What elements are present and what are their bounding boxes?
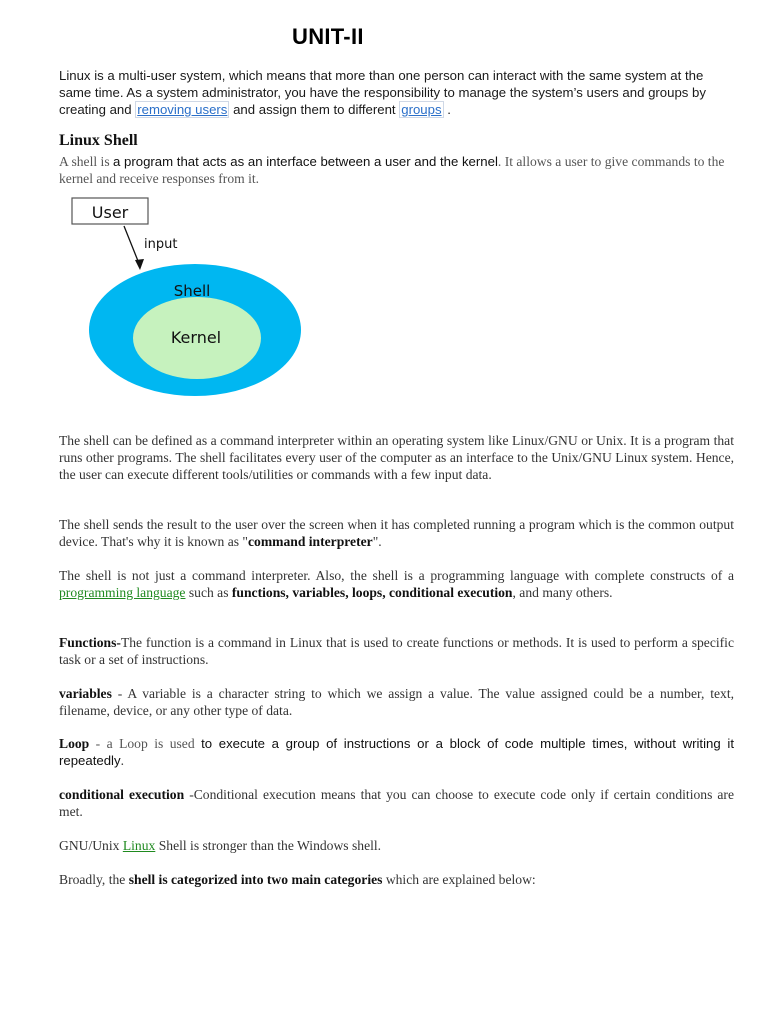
page-title: UNIT-II	[292, 24, 364, 49]
variables-text: - A variable is a character string to which we assign a value. The value assigned could be a number, text, filename, device, or any other type of data.	[59, 686, 734, 718]
functions-text: The function is a command in Linux that is used to create functions or methods. It is used to perform a specific task or a set of instructions.	[59, 635, 734, 667]
programming-language-paragraph	[59, 567, 734, 601]
shell-description-paragraph: The shell can be defined as a command interpreter within an operating system like Linux/GNU or Unix. It is a program that runs other programs. The shell facilitates every user of the computer as an interface to the Unix/GNU Linux system. Hence, the user can execute different tools/utilities or commands with a few input data.	[59, 433, 734, 482]
para2-text: The shell sends the result to the user over the screen when it has completed running a program which is the common output device. That's why it is known as "	[59, 517, 734, 549]
section-heading-linux-shell: Linux Shell	[59, 132, 138, 149]
para3-text: The shell is not just a command interpreter. Also, the shell is a programming language with complete constructs of a	[59, 568, 734, 583]
variables-paragraph	[59, 685, 734, 719]
intro-text-2: and assign them to different	[229, 102, 400, 117]
broadly-paragraph	[59, 871, 734, 888]
para2-end: ".	[372, 534, 382, 549]
user-label: User	[91, 203, 129, 222]
variables-term: variables	[59, 686, 112, 701]
conditional-text: -Conditional execution means that you can choose to execute code only if certain conditions are met.	[59, 787, 734, 819]
conditional-term: conditional execution	[59, 787, 185, 802]
intro-text: Linux is a multi-user system, which means that more than one person can interact with the same system at the same time. As a system administrator, you have the responsibility to manage the system’s users and groups by creating and	[59, 68, 706, 117]
para3-bold: functions, variables, loops, conditional execution	[231, 585, 513, 600]
gnu-paragraph	[59, 837, 734, 854]
loop-grey-text: - a Loop is used	[89, 736, 202, 751]
removing-users-link[interactable]: removing users	[137, 102, 228, 117]
loop-text: to execute a group of instructions or a block of code multiple times, without writing it repeatedly	[59, 736, 734, 768]
loop-paragraph	[59, 735, 734, 769]
gnu-text: GNU/Unix	[59, 838, 123, 853]
para3-middle: such as	[185, 585, 232, 600]
para2-bold: command interpreter	[247, 534, 373, 549]
broadly-text: Broadly, the	[59, 872, 129, 887]
shell-def-part3: . It allows a user to give commands to the kernel and receive responses from it.	[59, 154, 725, 186]
shell-definition	[59, 153, 734, 187]
shell-kernel-diagram	[66, 194, 316, 404]
intro-text-3: .	[443, 102, 451, 117]
command-interpreter-paragraph	[59, 516, 734, 550]
programming-language-link[interactable]: programming language	[59, 585, 186, 600]
intro-paragraph	[59, 67, 734, 118]
kernel-label: Kernel	[170, 328, 222, 347]
loop-end: .	[120, 753, 124, 768]
broadly-bold: shell is categorized into two main categories	[128, 872, 383, 887]
broadly-end: which are explained below:	[382, 872, 536, 887]
groups-link[interactable]: groups	[401, 102, 442, 117]
shell-def-part2: a program that acts as an interface between a user and the kernel	[113, 154, 498, 169]
input-arrowhead	[135, 259, 144, 270]
functions-term: Functions-	[59, 635, 121, 650]
gnu-text-end: Shell is stronger than the Windows shell.	[155, 838, 382, 853]
para3-end: , and many others.	[512, 585, 613, 600]
shell-def-part1: A shell is	[59, 154, 114, 169]
conditional-execution-paragraph	[59, 786, 734, 820]
functions-paragraph	[59, 634, 734, 668]
shell-label: Shell	[173, 282, 211, 300]
loop-term: Loop	[59, 736, 90, 751]
linux-link[interactable]: Linux	[122, 838, 156, 853]
input-label: input	[144, 237, 178, 252]
